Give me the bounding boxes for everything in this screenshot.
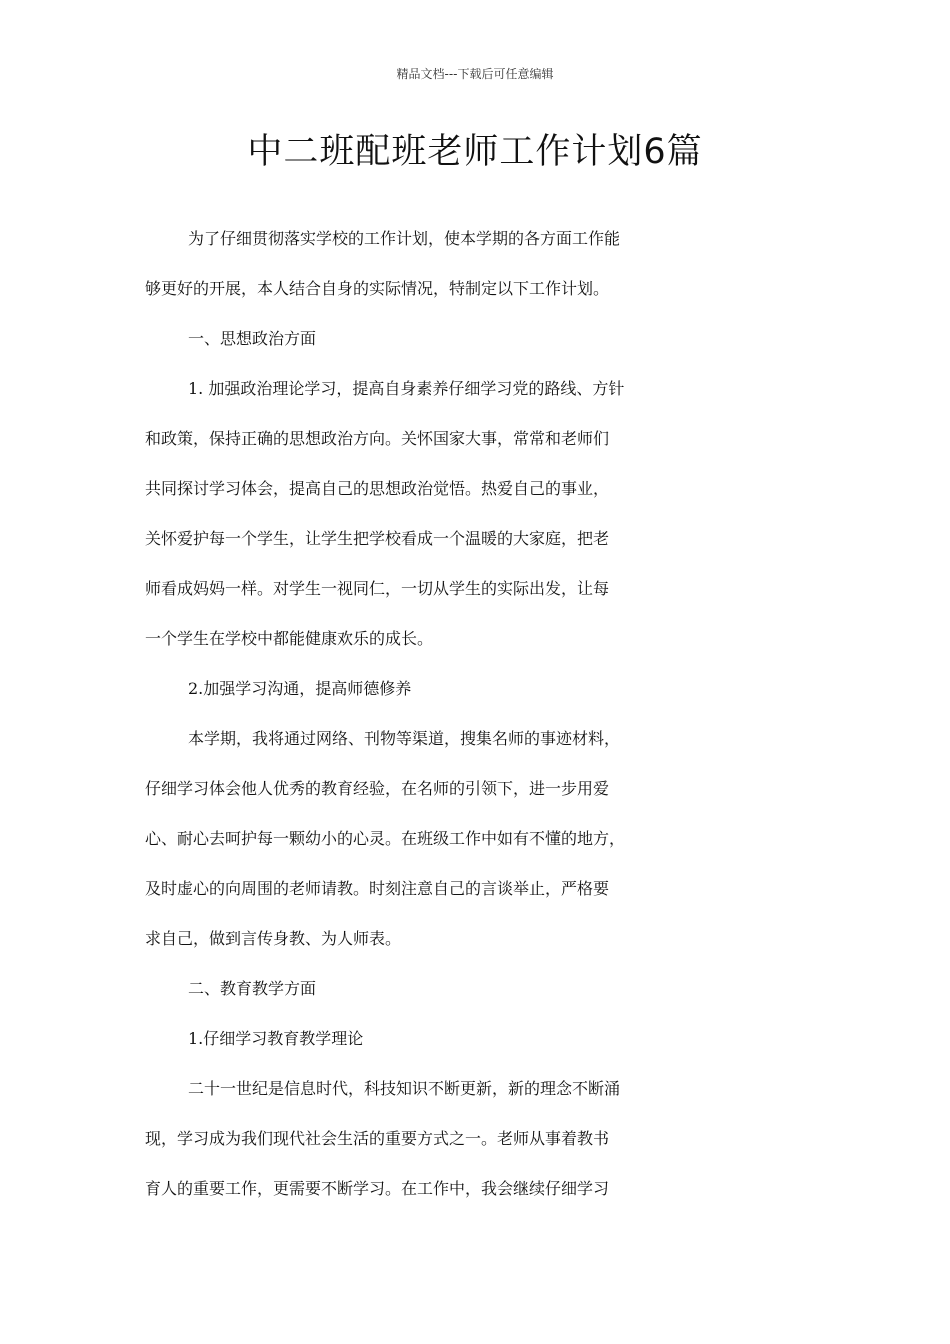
body-line: 1. 加强政治理论学习，提高自身素养仔细学习党的路线、方针 — [188, 379, 625, 398]
header-note: 精品文档---下载后可任意编辑 — [396, 67, 554, 81]
body-line: 一个学生在学校中都能健康欢乐的成长。 — [145, 629, 434, 648]
subsection-heading: 2.加强学习沟通，提高师德修养 — [188, 679, 412, 698]
body-line: 本学期，我将通过网络、刊物等渠道，搜集名师的事迹材料， — [188, 729, 621, 748]
body-line: 师看成妈妈一样。对学生一视同仁，一切从学生的实际出发，让每 — [145, 579, 610, 598]
body-line: 二十一世纪是信息时代，科技知识不断更新，新的理念不断涌 — [188, 1079, 621, 1098]
body-line: 够更好的开展，本人结合自身的实际情况，特制定以下工作计划。 — [145, 279, 610, 298]
body-line: 仔细学习体会他人优秀的教育经验，在名师的引领下，进一步用爱 — [145, 779, 610, 798]
document-body — [145, 226, 817, 1226]
body-line: 求自己，做到言传身教、为人师表。 — [145, 929, 402, 948]
section-heading: 一、思想政治方面 — [188, 329, 317, 348]
body-line: 关怀爱护每一个学生，让学生把学校看成一个温暖的大家庭，把老 — [145, 529, 610, 548]
body-line: 及时虚心的向周围的老师请教。时刻注意自己的言谈举止，严格要 — [145, 879, 610, 898]
body-line: 育人的重要工作，更需要不断学习。在工作中，我会继续仔细学习 — [145, 1179, 610, 1198]
body-line: 现，学习成为我们现代社会生活的重要方式之一。老师从事着教书 — [145, 1129, 610, 1148]
body-line: 心、耐心去呵护每一颗幼小的心灵。在班级工作中如有不懂的地方， — [145, 829, 626, 848]
subsection-heading: 1.仔细学习教育教学理论 — [188, 1029, 364, 1048]
body-line: 共同探讨学习体会，提高自己的思想政治觉悟。热爱自己的事业， — [145, 479, 610, 498]
body-line: 为了仔细贯彻落实学校的工作计划，使本学期的各方面工作能 — [188, 229, 621, 248]
section-heading: 二、教育教学方面 — [188, 979, 317, 998]
body-line: 和政策，保持正确的思想政治方向。关怀国家大事，常常和老师们 — [145, 429, 610, 448]
document-title: 中二班配班老师工作计划6篇 — [247, 132, 703, 172]
